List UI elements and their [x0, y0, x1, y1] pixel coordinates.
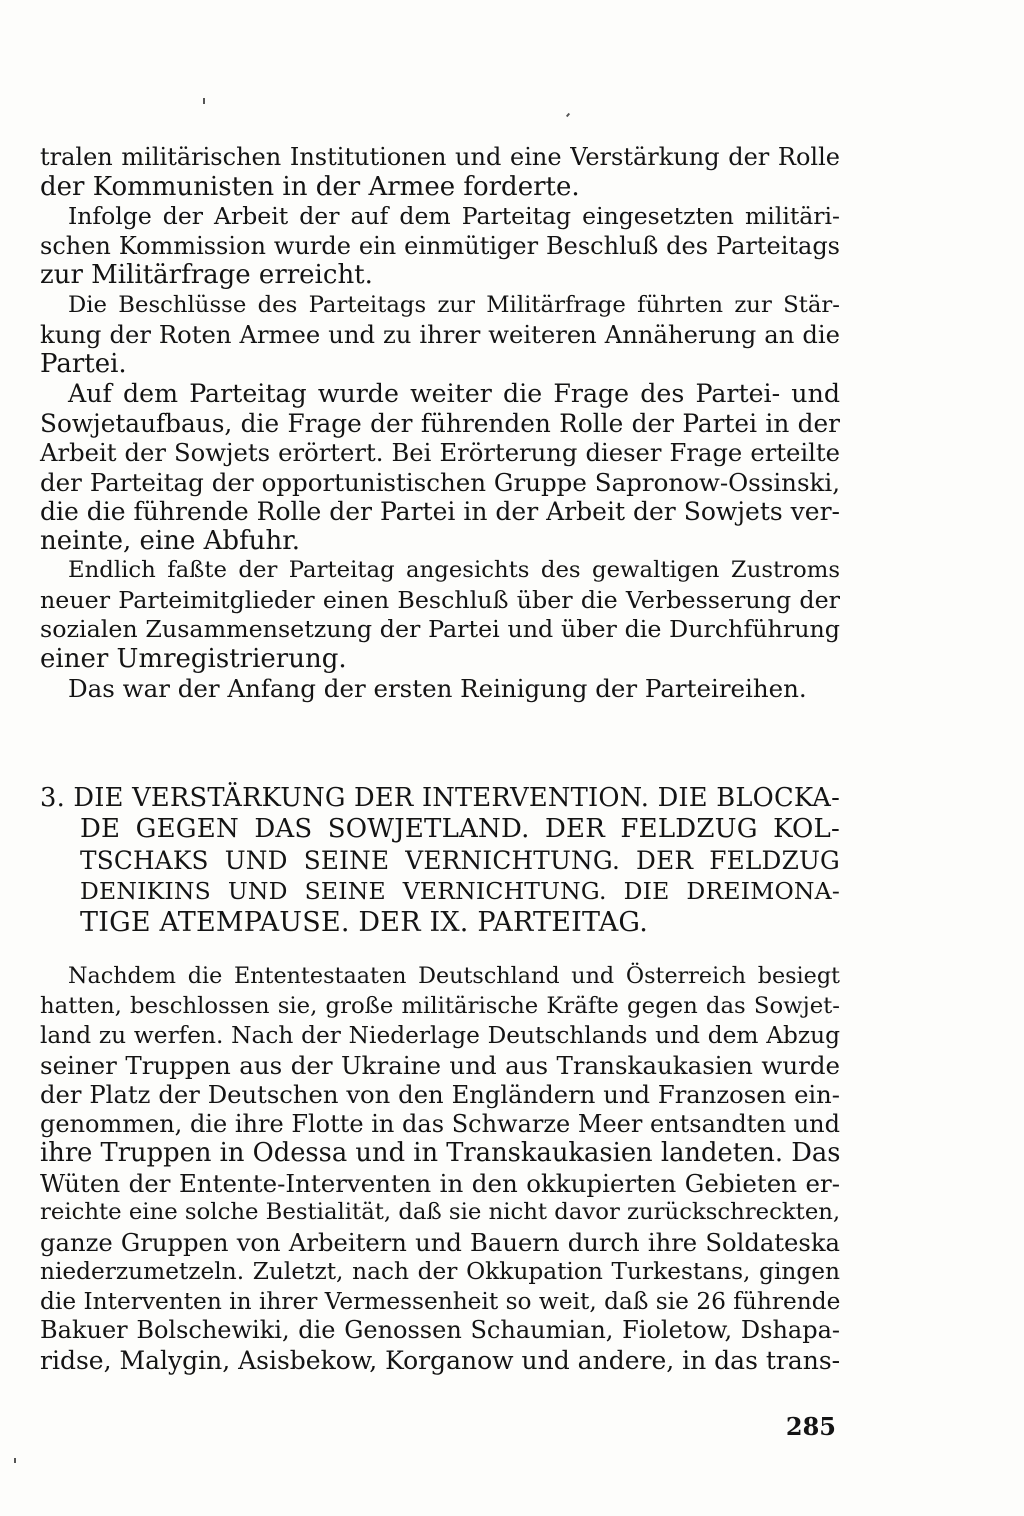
text-line: hatten, beschlossen sie, große militärische Kräfte gegen das Sowjet-: [40, 992, 840, 1019]
text-line: die die führende Rolle der Partei in der Arbeit der Sowjets ver-: [40, 497, 840, 526]
text-line: niederzumetzeln. Zuletzt, nach der Okkupation Turkestans, gingen: [40, 1258, 840, 1285]
text-line: seiner Truppen aus der Ukraine und aus Transkaukasien wurde: [40, 1050, 840, 1080]
text-line: die Interventen in ihrer Vermessenheit so weit, daß sie 26 führende: [40, 1287, 841, 1315]
text-line: reichte eine solche Bestialität, daß sie nicht davor zurückschreckten,: [40, 1199, 841, 1225]
section-heading: [40, 783, 840, 938]
text-line: Partei.: [40, 348, 127, 379]
text-line: genommen, die ihre Flotte in das Schwarze Meer entsandten und: [40, 1109, 840, 1138]
heading-line: TSCHAKS UND SEINE VERNICHTUNG. DER FELDZUG: [80, 846, 840, 875]
text-line: schen Kommission wurde ein einmütiger Beschluß des Parteitags: [40, 231, 840, 260]
text-line: Sowjetaufbaus, die Frage der führenden Rolle der Partei in der: [40, 408, 840, 438]
text-line: land zu werfen. Nach der Niederlage Deutschlands und dem Abzug: [40, 1022, 840, 1049]
text-line: ridse, Malygin, Asisbekow, Korganow und andere, in das trans-: [40, 1345, 841, 1375]
text-line: Bakuer Bolschewiki, die Genossen Schaumian, Fioletow, Dshapa-: [40, 1316, 840, 1344]
text-line: kung der Roten Armee und zu ihrer weiteren Annäherung an die: [40, 320, 840, 349]
text-line: Endlich faßte der Parteitag angesichts des gewaltigen Zustroms: [68, 557, 840, 583]
heading-line: DE GEGEN DAS SOWJETLAND. DER FELDZUG KOL-: [80, 814, 840, 844]
text-line: sozialen Zusammensetzung der Partei und über die Durchführung: [40, 615, 840, 643]
text-line: der Parteitag der opportunistischen Gruppe Sapronow-Ossinski,: [40, 467, 840, 497]
text-line: Die Beschlüsse des Parteitags zur Militärfrage führten zur Stär-: [68, 291, 840, 318]
print-speck: [566, 113, 570, 117]
text-line: Auf dem Parteitag wurde weiter die Frage des Partei- und: [68, 379, 840, 408]
text-line: Arbeit der Sowjets erörtert. Bei Erörterung dieser Frage erteilte: [40, 438, 840, 467]
text-line: tralen militärischen Institutionen und eine Verstärkung der Rolle: [40, 143, 840, 171]
heading-line: DENIKINS UND SEINE VERNICHTUNG. DIE DREIMONA-: [80, 877, 840, 905]
print-speck: [14, 1458, 16, 1463]
text-line: neuer Parteimitglieder einen Beschluß über die Verbesserung der: [40, 585, 840, 614]
text-line: ganze Gruppen von Arbeitern und Bauern durch ihre Soldateska: [40, 1227, 840, 1257]
print-speck: [203, 98, 205, 104]
heading-line: 3. DIE VERSTÄRKUNG DER INTERVENTION. DIE BLOCKA-: [40, 783, 840, 813]
text-line: Nachdem die Ententestaaten Deutschland und Österreich besiegt: [68, 963, 840, 989]
body-text-upper: [40, 143, 840, 704]
text-line: einer Umregistrierung.: [40, 643, 347, 674]
text-line: ihre Truppen in Odessa und in Transkaukasien landeten. Das: [40, 1138, 841, 1168]
text-line: zur Militärfrage erreicht.: [40, 260, 373, 290]
text-line: der Kommunisten in der Armee forderte.: [40, 171, 580, 202]
text-line: Infolge der Arbeit der auf dem Parteitag eingesetzten militäri-: [68, 202, 840, 230]
text-line: Wüten der Entente-Interventen in den okkupierten Gebieten er-: [40, 1168, 840, 1198]
heading-line: TIGE ATEMPAUSE. DER IX. PARTEITAG.: [80, 907, 648, 938]
text-line: Das war der Anfang der ersten Reinigung der Parteireihen.: [68, 674, 807, 703]
text-line: neinte, eine Abfuhr.: [40, 525, 301, 556]
text-line: der Platz der Deutschen von den Engländern und Franzosen ein-: [40, 1080, 840, 1109]
page-number: 285: [785, 1412, 836, 1441]
body-text-lower: [40, 962, 840, 1375]
